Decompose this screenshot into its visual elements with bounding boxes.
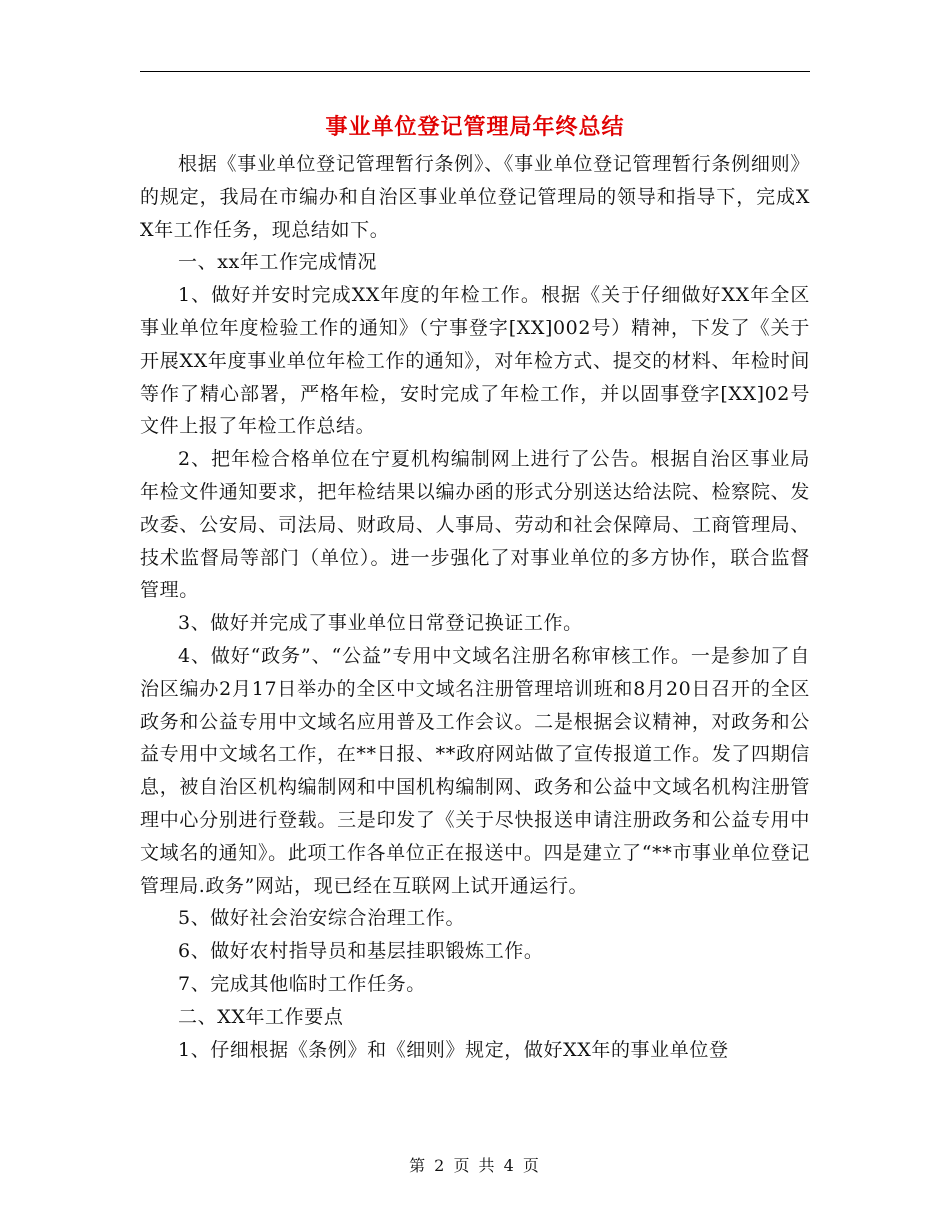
page-number: 第 2 页 共 4 页 [409, 1156, 541, 1175]
paragraph-item-2: 2、把年检合格单位在宁夏机构编制网上进行了公告。根据自治区事业局年检文件通知要求，把年检结果以编办函的形式分别送达给法院、检察院、发改委、公安局、司法局、财政局、人事局、劳动和社会保障局、工商管理局、技术监督局等部门（单位）。进一步强化了对事业单位的多方协作，联合监督管理。 [140, 448, 810, 602]
header-rule [140, 71, 810, 72]
paragraph-item-7: 7、完成其他临时工作任务。 [178, 972, 426, 995]
section-heading-2: 二、XX年工作要点 [178, 1005, 344, 1028]
paragraph-intro: 根据《事业单位登记管理暂行条例》、《事业单位登记管理暂行条例细则》的规定，我局在市编办和自治区事业单位登记管理局的领导和指导下，完成XX年工作任务，现总结如下。 [140, 153, 810, 241]
section-heading-1: 一、xx年工作完成情况 [178, 251, 378, 274]
paragraph-plan-1: 1、仔细根据《条例》和《细则》规定，做好XX年的事业单位登 [178, 1038, 729, 1061]
document-body [140, 148, 810, 1066]
document-title: 事业单位登记管理局年终总结 [325, 115, 625, 140]
paragraph-item-1: 1、做好并安时完成XX年度的年检工作。根据《关于仔细做好XX年全区事业单位年度检验工作的通知》（宁事登字[XX]002号）精神，下发了《关于开展XX年度事业单位年检工作的通知》，对年检方式、提交的材料、年检时间等作了精心部署，严格年检，安时完成了年检工作，并以固事登字[XX]02号文件上报了年检工作总结。 [140, 284, 810, 438]
paragraph-item-3: 3、做好并完成了事业单位日常登记换证工作。 [178, 612, 583, 635]
paragraph-item-6: 6、做好农村指导员和基层挂职锻炼工作。 [178, 940, 544, 963]
paragraph-item-5: 5、做好社会治安综合治理工作。 [178, 907, 466, 930]
paragraph-item-4: 4、做好“政务”、“公益”专用中文域名注册名称审核工作。一是参加了自治区编办2月17日举办的全区中文域名注册管理培训班和8月20日召开的全区政务和公益专用中文域名应用普及工作会议。二是根据会议精神，对政务和公益专用中文域名工作，在**日报、**政府网站做了宣传报道工作。发了四期信息，被自治区机构编制网和中国机构编制网、政务和公益中文域名机构注册管理中心分别进行登载。三是印发了《关于尽快报送申请注册政务和公益专用中文域名的通知》。此项工作各单位正在报送中。四是建立了“**市事业单位登记管理局.政务”网站，现已经在互联网上试开通运行。 [140, 644, 810, 897]
